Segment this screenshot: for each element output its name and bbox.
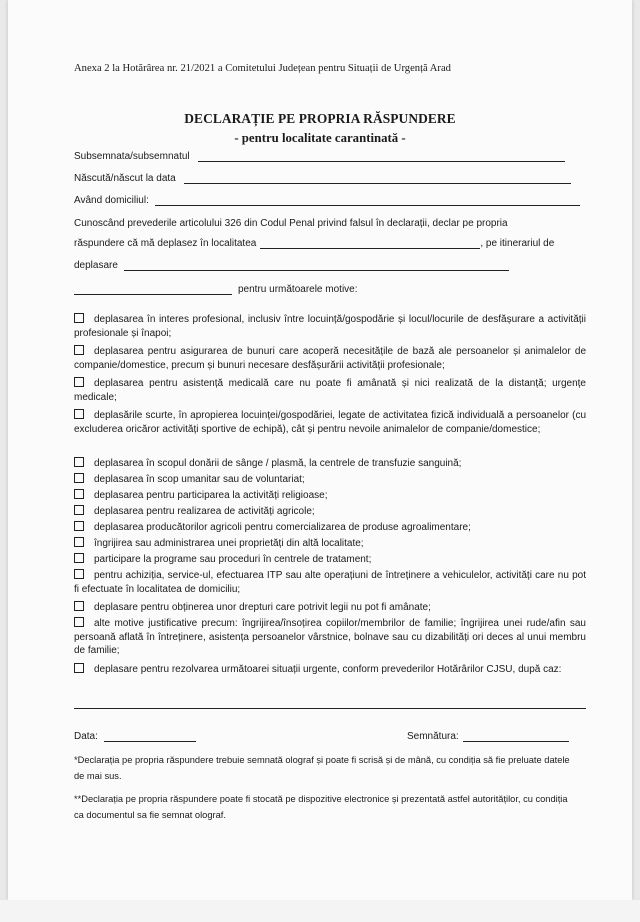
date-field-line[interactable]: [104, 731, 196, 742]
checkbox[interactable]: [74, 377, 84, 387]
checkbox[interactable]: [74, 457, 84, 467]
option-rights[interactable]: deplasare pentru obținerea unor drepturi care potrivit legii nu pot fi amânate;: [74, 601, 586, 615]
option-religious[interactable]: deplasarea pentru participarea la activități religioase;: [74, 489, 586, 503]
checkbox[interactable]: [74, 601, 84, 611]
checkbox[interactable]: [74, 345, 84, 355]
checkbox[interactable]: [74, 537, 84, 547]
option-agricultural[interactable]: deplasarea pentru realizarea de activități agricole;: [74, 505, 586, 519]
date-label: Data:: [74, 731, 98, 742]
annex-reference: Anexa 2 la Hotărârea nr. 21/2021 a Comitetului Județean pentru Situații de Urgență Arad: [74, 63, 451, 74]
date-row: [74, 731, 196, 742]
birth-label: Născută/născut la data: [74, 173, 176, 184]
option-other-reasons[interactable]: alte motive justificative precum: îngrijirea/însoțirea copiilor/membrilor de familie; îngrijirea unei rude/afin sau persoană aflată în întreținere, asistența persoanelor vârstnice, bolnave sau cu dizabilități ori deces al unui membru de familie;: [74, 618, 586, 656]
address-label: Având domiciliul:: [74, 195, 149, 206]
signature-row: [407, 731, 569, 742]
page-bottom-background: [0, 900, 640, 922]
checkbox[interactable]: [74, 569, 84, 579]
reason-row: [74, 284, 358, 295]
checkbox[interactable]: [74, 505, 84, 515]
note-signature: *Declarația pe propria răspundere trebuie semnată olograf și poate fi scrisă și de mână, cu condiția să fie preluate datele de mai sus.: [74, 755, 570, 781]
locality-field-line[interactable]: [260, 238, 480, 249]
name-label: Subsemnata/subsemnatul: [74, 151, 190, 162]
note-electronic: **Declarația pe propria răspundere poate fi stocată pe dispozitive electronice și prezentată astfel autorităților, cu condiția ca documentul sa fie semnat olograf.: [74, 794, 568, 820]
option-agri-producers[interactable]: deplasarea producătorilor agricoli pentru comercializarea de produse agroalimentare;: [74, 521, 586, 535]
address-row: [74, 195, 580, 206]
checkbox[interactable]: [74, 409, 84, 419]
statement-line-1: Cunoscând prevederile articolului 326 din Codul Penal privind falsul în declarații, declar pe propria: [74, 218, 508, 229]
reasons-label: pentru următoarele motive:: [238, 284, 358, 295]
locality-prefix: răspundere că mă deplasez în localitatea: [74, 238, 257, 249]
checkbox[interactable]: [74, 521, 84, 531]
signature-field-line[interactable]: [463, 731, 569, 742]
address-field-line[interactable]: [155, 195, 580, 206]
checkbox[interactable]: [74, 663, 84, 673]
itinerary-label: deplasare: [74, 260, 118, 271]
document-title: DECLARAȚIE PE PROPRIA RĂSPUNDERE: [184, 111, 456, 126]
name-field-line[interactable]: [198, 151, 565, 162]
option-property[interactable]: îngrijirea sau administrarea unei proprietăți din altă localitate;: [74, 537, 586, 551]
option-urgent-situation[interactable]: deplasare pentru rezolvarea următoarei situații urgente, conform prevederilor Hotărârilor CJSU, după caz:: [74, 663, 586, 677]
checkbox[interactable]: [74, 313, 84, 323]
itinerary-suffix: , pe itinerariul de: [480, 238, 555, 249]
option-short-trips[interactable]: deplasările scurte, în apropierea locuinței/gospodăriei, legate de activitatea fizică individuală a persoanelor (cu excluderea oricăror activități sportive de echipă), cât și pentru nevoile animalelor de companie/domestice;: [74, 410, 586, 435]
checkbox[interactable]: [74, 489, 84, 499]
option-professional[interactable]: deplasarea în interes profesional, inclusiv între locuință/gospodărie și locul/locurile de desfășurare a activității profesionale și înapoi;: [74, 314, 586, 339]
birth-row: [74, 173, 571, 184]
reason-field-line[interactable]: [74, 284, 232, 295]
option-medical[interactable]: deplasarea pentru asistență medicală care nu poate fi amânată și nici realizată de la distanță; urgențe medicale;: [74, 378, 586, 403]
option-treatment[interactable]: participare la programe sau proceduri în centrele de tratament;: [74, 553, 586, 567]
signature-label: Semnătura:: [407, 731, 459, 742]
option-basic-goods[interactable]: deplasarea pentru asigurarea de bunuri care acoperă necesitățile de bază ale persoanelor și animalelor de companie/domestice, precum și bunuri necesare desfășurării activității profesionale;: [74, 346, 586, 371]
checkbox[interactable]: [74, 617, 84, 627]
birth-field-line[interactable]: [184, 173, 571, 184]
option-humanitarian[interactable]: deplasarea în scop umanitar sau de voluntariat;: [74, 473, 586, 487]
urgent-situation-line[interactable]: [74, 708, 586, 709]
option-blood-donation[interactable]: deplasarea în scopul donării de sânge / plasmă, la centrele de transfuzie sanguină;: [74, 457, 586, 471]
document-subtitle: - pentru localitate carantinată -: [234, 131, 406, 145]
statement-line-2: [74, 238, 554, 249]
checkbox[interactable]: [74, 553, 84, 563]
itinerary-field-line[interactable]: [124, 260, 509, 271]
itinerary-row: [74, 260, 509, 271]
option-vehicles[interactable]: pentru achiziția, service-ul, efectuarea ITP sau alte operațiuni de întreținere a vehiculelor, activități care nu pot fi efectuate în localitatea de domiciliu;: [74, 570, 586, 595]
checkbox[interactable]: [74, 473, 84, 483]
name-row: [74, 151, 565, 162]
